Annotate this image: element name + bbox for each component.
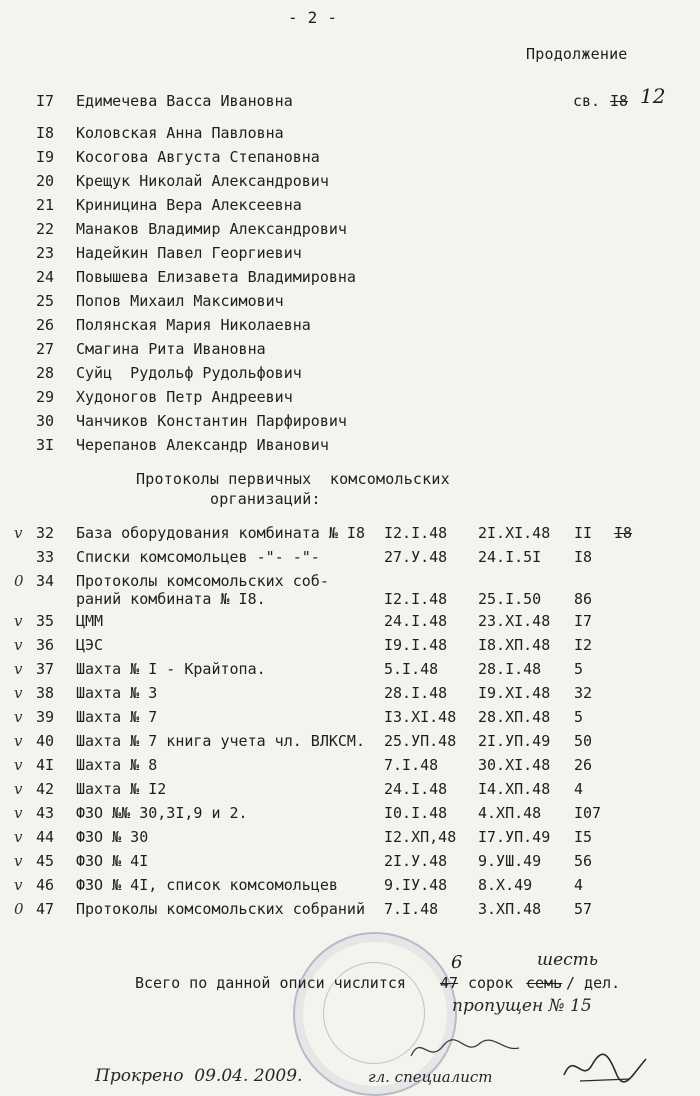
total-words: сорок [468, 974, 514, 992]
record-title: ФЗО № 4I, список комсомольцев [76, 876, 338, 894]
record-start-date: 24.I.48 [384, 780, 448, 798]
check-mark: v [14, 756, 23, 774]
check-mark: v [14, 780, 23, 798]
record-title: Шахта № I2 [76, 780, 167, 798]
check-mark: v [14, 684, 23, 702]
person-row [0, 220, 700, 242]
sv-struck-number: I8 [610, 92, 629, 110]
record-number: 34 [36, 572, 55, 590]
record-count: 56 [574, 852, 593, 870]
record-count: 4 [574, 876, 584, 894]
check-mark: v [14, 636, 23, 654]
stamp-signature [405, 1030, 525, 1070]
person-row [0, 244, 700, 266]
total-text: Всего по данной описи числится [135, 974, 406, 992]
person-name: Криницина Вера Алексеевна [76, 196, 302, 214]
record-number: 47 [36, 900, 55, 918]
page-number: - 2 - [288, 8, 338, 27]
record-number: 33 [36, 548, 55, 566]
record-start-date: I2.I.48 [384, 590, 448, 608]
person-name: Суйц Рудольф Рудольфович [76, 364, 302, 382]
record-row [0, 548, 700, 570]
person-name: Повышева Елизавета Владимировна [76, 268, 356, 286]
record-row [0, 804, 700, 826]
record-end-date: 24.I.5I [478, 548, 542, 566]
record-start-date: 25.УП.48 [384, 732, 457, 750]
record-row [0, 900, 700, 922]
total-struck-word: семь [526, 974, 563, 992]
record-end-date: 3.XП.48 [478, 900, 542, 918]
record-number: 40 [36, 732, 55, 750]
check-mark: 0 [14, 900, 24, 918]
record-row [0, 756, 700, 778]
record-title: ФЗО № 4I [76, 852, 149, 870]
record-number: 39 [36, 708, 55, 726]
row-number: 21 [36, 196, 55, 214]
person-row [0, 124, 700, 146]
footer-position-note: гл. специалист [368, 1068, 493, 1086]
record-number: 46 [36, 876, 55, 894]
signature [560, 1045, 650, 1089]
row-number: 25 [36, 292, 55, 310]
sv-handwritten-number: 12 [640, 84, 666, 108]
record-row [0, 780, 700, 802]
record-number: 37 [36, 660, 55, 678]
check-mark: v [14, 804, 23, 822]
record-end-date: 25.I.50 [478, 590, 542, 608]
record-title: Протоколы комсомольских собраний [76, 900, 365, 918]
record-row [0, 852, 700, 874]
person-row [0, 340, 700, 362]
record-title: ЦЭС [76, 636, 104, 654]
record-row [0, 636, 700, 658]
record-start-date: 9.IУ.48 [384, 876, 448, 894]
check-mark: 0 [14, 572, 24, 590]
record-title: Шахта № 3 [76, 684, 158, 702]
record-start-date: I9.I.48 [384, 636, 448, 654]
person-name: Смагина Рита Ивановна [76, 340, 266, 358]
check-mark: v [14, 524, 23, 542]
record-title: ФЗО №№ 30,3I,9 и 2. [76, 804, 248, 822]
person-row [0, 292, 700, 314]
check-mark: v [14, 660, 23, 678]
section-heading-line1: Протоколы первичных комсомольских [136, 470, 450, 488]
footer-check-note: Прокрено 09.04. 2009. [95, 1066, 303, 1086]
check-mark: v [14, 708, 23, 726]
record-title: Шахта № I - Крайтопа. [76, 660, 266, 678]
total-handwritten-word: шесть [537, 950, 599, 970]
row-number: I7 [36, 92, 55, 110]
total-suffix: / дел. [566, 974, 621, 992]
check-mark: v [14, 612, 23, 630]
record-number: 44 [36, 828, 55, 846]
record-count: I5 [574, 828, 593, 846]
row-number: 30 [36, 412, 55, 430]
record-number: 45 [36, 852, 55, 870]
record-end-date: 9.УШ.49 [478, 852, 542, 870]
person-row [0, 84, 700, 114]
record-start-date: I0.I.48 [384, 804, 448, 822]
record-number: 4I [36, 756, 55, 774]
record-count: II [574, 524, 593, 542]
record-number: 35 [36, 612, 55, 630]
check-mark: v [14, 852, 23, 870]
person-row [0, 436, 700, 458]
person-name: Едимечева Васса Ивановна [76, 92, 293, 110]
record-row [0, 708, 700, 730]
record-start-date: 24.I.48 [384, 612, 448, 630]
record-end-date: 4.XП.48 [478, 804, 542, 822]
record-count: 50 [574, 732, 593, 750]
section-heading-line2: организаций: [210, 490, 321, 508]
record-row [0, 572, 700, 608]
person-name: Надейкин Павел Георгиевич [76, 244, 302, 262]
person-row [0, 268, 700, 290]
person-name: Крещук Николай Александрович [76, 172, 329, 190]
row-number: 26 [36, 316, 55, 334]
row-number: I8 [36, 124, 55, 142]
record-count: I07 [574, 804, 602, 822]
row-number: I9 [36, 148, 55, 166]
record-title: Шахта № 8 [76, 756, 158, 774]
record-end-date: I8.XП.48 [478, 636, 551, 654]
record-count: 86 [574, 590, 593, 608]
total-handwritten-number: 6 [451, 952, 463, 973]
person-name: Манаков Владимир Александрович [76, 220, 347, 238]
record-title: База оборудования комбината № I8 [76, 524, 365, 542]
record-count: 5 [574, 708, 584, 726]
record-row [0, 684, 700, 706]
record-start-date: 27.У.48 [384, 548, 448, 566]
record-end-date: 28.I.48 [478, 660, 542, 678]
record-title-continued: раний комбината № I8. [76, 590, 266, 608]
person-name: Черепанов Александр Иванович [76, 436, 329, 454]
record-title: Протоколы комсомольских соб- [76, 572, 329, 590]
record-title: Шахта № 7 [76, 708, 158, 726]
row-number: 28 [36, 364, 55, 382]
person-row [0, 412, 700, 434]
record-count: 5 [574, 660, 584, 678]
record-count: 26 [574, 756, 593, 774]
record-end-date: 8.Х.49 [478, 876, 533, 894]
record-start-date: I2.XП,48 [384, 828, 457, 846]
record-end-date: I4.XП.48 [478, 780, 551, 798]
record-count: I2 [574, 636, 593, 654]
person-name: Коловская Анна Павловна [76, 124, 284, 142]
record-row [0, 732, 700, 754]
person-row [0, 388, 700, 410]
person-name: Худоногов Петр Андреевич [76, 388, 293, 406]
continuation-label: Продолжение [526, 45, 628, 63]
person-row [0, 196, 700, 218]
record-title: ФЗО № 30 [76, 828, 149, 846]
person-row [0, 148, 700, 170]
record-count: 32 [574, 684, 593, 702]
row-number: 29 [36, 388, 55, 406]
check-mark: v [14, 876, 23, 894]
record-end-date: 30.XI.48 [478, 756, 551, 774]
person-name: Косогова Августа Степановна [76, 148, 320, 166]
record-number: 42 [36, 780, 55, 798]
record-start-date: 7.I.48 [384, 756, 439, 774]
record-count: 4 [574, 780, 584, 798]
record-row [0, 660, 700, 682]
record-count: I8 [574, 548, 593, 566]
record-row [0, 524, 700, 546]
person-row [0, 172, 700, 194]
person-name: Полянская Мария Николаевна [76, 316, 311, 334]
check-mark: v [14, 732, 23, 750]
record-title: Шахта № 7 книга учета чл. ВЛКСМ. [76, 732, 365, 750]
total-line [0, 950, 700, 996]
person-row [0, 316, 700, 338]
record-end-date: 2I.УП.49 [478, 732, 551, 750]
sv-label: св. [573, 92, 601, 110]
record-start-date: 7.I.48 [384, 900, 439, 918]
record-start-date: I2.I.48 [384, 524, 448, 542]
check-mark: v [14, 828, 23, 846]
person-row [0, 364, 700, 386]
record-row [0, 876, 700, 898]
record-start-date: I3.XI.48 [384, 708, 457, 726]
record-end-date: 2I.XI.48 [478, 524, 551, 542]
record-number: 38 [36, 684, 55, 702]
row-number: 24 [36, 268, 55, 286]
record-count: I7 [574, 612, 593, 630]
record-number: 32 [36, 524, 55, 542]
record-end-date: 28.XП.48 [478, 708, 551, 726]
missing-note: пропущен № 15 [452, 996, 592, 1016]
person-name: Чанчиков Константин Парфирович [76, 412, 347, 430]
record-title: Списки комсомольцев -"- -"- [76, 548, 320, 566]
record-title: ЦММ [76, 612, 104, 630]
total-struck-number: 47 [440, 974, 459, 992]
row-number: 22 [36, 220, 55, 238]
row-number: 20 [36, 172, 55, 190]
record-end-date: I9.XI.48 [478, 684, 551, 702]
row-number: 23 [36, 244, 55, 262]
record-end-date: I7.УП.49 [478, 828, 551, 846]
person-name: Попов Михаил Максимович [76, 292, 284, 310]
record-count: 57 [574, 900, 593, 918]
record-start-date: 5.I.48 [384, 660, 439, 678]
record-end-date: 23.XI.48 [478, 612, 551, 630]
row-number: 27 [36, 340, 55, 358]
record-start-date: 2I.У.48 [384, 852, 448, 870]
record-number: 43 [36, 804, 55, 822]
record-count-struck: I8 [614, 524, 633, 542]
row-number: 3I [36, 436, 55, 454]
record-start-date: 28.I.48 [384, 684, 448, 702]
record-row [0, 828, 700, 850]
record-number: 36 [36, 636, 55, 654]
record-row [0, 612, 700, 634]
